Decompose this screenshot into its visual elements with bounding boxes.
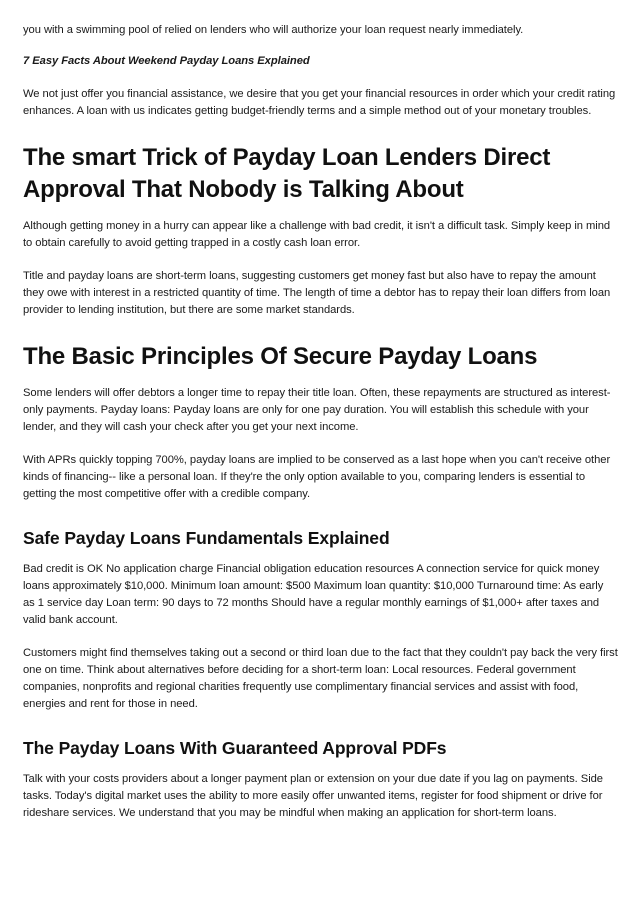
paragraph-money-hurry: Although getting money in a hurry can appear like a challenge with bad credit, it isn't a difficult task. Simply keep in mind to obtain carefully to avoid getting trapped in a costly cash loan error. [23, 220, 611, 249]
heading-smart-trick: The smart Trick of Payday Loan Lenders Direct Approval That Nobody is Talking About [23, 144, 551, 203]
intro-paragraph-tail: you with a swimming pool of relied on lenders who will authorize your loan request nearly immediately. [23, 24, 524, 36]
paragraph-costs-providers: Talk with your costs providers about a longer payment plan or extension on your due date if you lag on payments. Side tasks. Today's digital market uses the ability to more easily offer unwanted items, register for food shipment or drive for rideshare services. We understand that you may be mindful when making an application for short-term loans. [23, 773, 603, 819]
paragraph-aprs: With APRs quickly topping 700%, payday loans are implied to be conserved as a last hope when you can't receive other kinds of financing-- like a personal loan. If they're the only option available to you, comparing lenders is essential to getting the most competitive offer with a credible company. [23, 454, 611, 500]
paragraph-second-loan: Customers might find themselves taking out a second or third loan due to the fact that they couldn't pay back the very first one on time. Think about alternatives before deciding for a short-term loan: Local resources. Federal government companies, nonprofits and regional charities frequently use complimentary financial services and assist with food, energies and rent for those in need. [23, 647, 618, 710]
heading-guaranteed-approval: The Payday Loans With Guaranteed Approval PDFs [23, 738, 447, 758]
paragraph-title-payday: Title and payday loans are short-term loans, suggesting customers get money fast but also have to repay the amount they owe with interest in a restricted quantity of time. The length of time a debtor has to repay their loan differs from loan provider to lending institution, but there are some market standards. [23, 270, 611, 316]
paragraph-longer-time: Some lenders will offer debtors a longer time to repay their title loan. Often, these repayments are structured as interest-only payments. Payday loans: Payday loans are only for one pay duration. You will establish this schedule with your lender, and they will cash your check after you get your next income. [23, 387, 611, 433]
heading-safe-fundamentals: Safe Payday Loans Fundamentals Explained [23, 528, 390, 548]
subheading-weekend-facts: 7 Easy Facts About Weekend Payday Loans Explained [23, 55, 310, 67]
paragraph-bad-credit: Bad credit is OK No application charge Financial obligation education resources A connection service for quick money loans approximately $10,000. Minimum loan amount: $500 Maximum loan quantity: $10,000 Turnaround time: As early as 1 service day Loan term: 90 days to 72 months Should have a regular monthly earnings of $1,000+ after taxes and valid bank account. [23, 563, 604, 626]
heading-basic-principles: The Basic Principles Of Secure Payday Loans [23, 343, 538, 370]
paragraph-financial-assistance: We not just offer you financial assistance, we desire that you get your financial resources in order which your credit rating enhances. A loan with us indicates getting budget-friendly terms and a simple method out of your monetary troubles. [23, 88, 616, 117]
